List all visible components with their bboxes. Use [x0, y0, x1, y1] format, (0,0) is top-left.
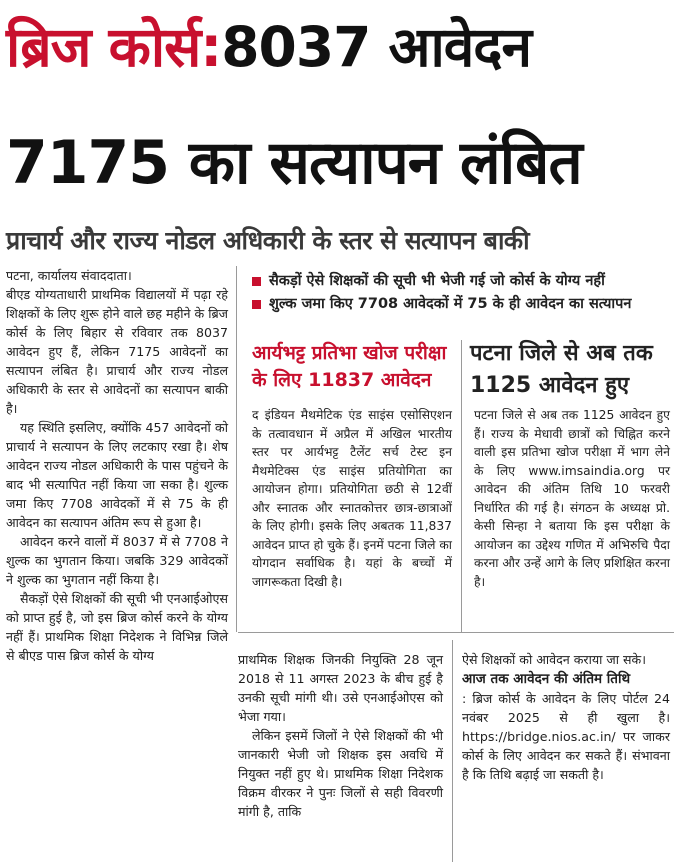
article-paragraph: प्राथमिक शिक्षक जिनकी नियुक्ति 28 जून 2018 से 11 अगस्त 2023 के बीच हुई है उनकी सूची मांगी थी। उसे एनआईओएस को भेजा गया। [238, 652, 443, 724]
box2-title: पटना जिले से अब तक 1125 आवेदन हुए [470, 341, 653, 398]
headline-line-2: 7175 का सत्यापन लंबित [6, 128, 582, 198]
article-paragraph: : ब्रिज कोर्स के आवेदन के लिए पोर्टल 24 नवंबर 2025 से ही खुला है। https://bridge.nios.ac.in/ पर जाकर कोर्स के लिए आवेदन कर सकते हैं। संभावना है कि तिथि बढ़ाई जा सकती है। [462, 691, 670, 782]
article-paragraph: आवेदन करने वालों में 8037 में से 7708 ने शुल्क का भुगतान किया। जबकि 329 आवेदकों ने शुल्क का भुगतान नहीं किया है। [6, 534, 228, 587]
section-divider [238, 632, 674, 633]
bullet-square-icon [252, 300, 261, 309]
article-column-1 [6, 266, 228, 665]
column-divider [236, 266, 237, 632]
box1-body: द इंडियन मैथमेटिक एंड साइंस एसोसिएशन के तत्वावधान में अप्रैल में अखिल भारतीय स्तर पर आर्यभट्ट टैलेंट सर्च टेस्ट इन मैथमेटिक्स एंड साइंस प्रतियोगिता का आयोजन होगा। प्रतियोगिता छठी से 12वीं और स्नातक और स्नातकोत्तर छात्र-छात्राओं के लिए होगी। इसके लिए अबतक 11,837 आवेदन प्राप्त हो चुके हैं। इनमें पटना जिले का योगदान सर्वाधिक है। यहां के बच्चों में जागरूकता दिखी है। [252, 408, 452, 589]
article-paragraph: यह स्थिति इसलिए, क्योंकि 457 आवेदनों को प्राचार्य ने सत्यापन के लिए लटकाए रखा है। शेष आवेदन राज्य नोडल अधिकारी के पास पहुंचने के बाद भी सत्यापित नहीं किया जा सका है। शुल्क जमा किए 7708 आवेदकों में से 75 के ही आवेदन का सत्यापन अंतिम रूप से हुआ है। [6, 420, 228, 530]
article-paragraph: लेकिन इसमें जिलों ने ऐसे शिक्षकों की भी जानकारी भेजी जो शिक्षक इस अवधि में नियुक्त नहीं हुए थे। प्राथमिक शिक्षा निदेशक विक्रम वीरकर ने पुनः जिलों से सही विवरणी मांगी है, ताकि [238, 728, 443, 819]
deadline-subhead: आज तक आवेदन की अंतिम तिथि [462, 671, 631, 687]
bullet-square-icon [252, 277, 261, 286]
column-divider [452, 640, 453, 862]
highlight-item: शुल्क जमा किए 7708 आवेदकों में 75 के ही आवेदन का सत्यापन [252, 293, 672, 316]
headline-line-1 [6, 15, 532, 79]
box-divider [461, 340, 462, 632]
article-paragraph: ऐसे शिक्षकों को आवेदन कराया जा सके। [462, 652, 646, 667]
box2-body: पटना जिले से अब तक 1125 आवेदन हुए हैं। राज्य के मेधावी छात्रों को चिह्नित करने वाली इस प्रतिभा खोज परीक्षा में भाग लेने के लिए www.imsaindia.org पर आवेदन की अंतिम तिथि 10 फरवरी निर्धारित की गई है। संगठन के अध्यक्ष प्रो. केसी सिन्हा ने बताया कि इस परीक्षा के आयोजन का उद्देश्य गणित में अभिरुचि पैदा करना और उन्हें आगे के लिए प्रशिक्षित करना है। [474, 408, 670, 589]
headline-black-part: 8037 आवेदन [221, 15, 532, 79]
box1-title: आर्यभट्ट प्रतिभा खोज परीक्षा के लिए 11837 आवेदन [252, 342, 447, 391]
subheadline: प्राचार्य और राज्य नोडल अधिकारी के स्तर से सत्यापन बाकी [6, 226, 530, 255]
headline-red-part: ब्रिज कोर्स: [6, 15, 222, 79]
article-column-4 [238, 650, 443, 821]
highlight-item: सैकड़ों ऐसे शिक्षकों की सूची भी भेजी गई जो कोर्स के योग्य नहीं [252, 270, 672, 293]
article-paragraph: सैकड़ों ऐसे शिक्षकों की सूची भी एनआईओएस को प्राप्त हुई है, जो इस ब्रिज कोर्स करने के योग्य नहीं हैं। प्राथमिक शिक्षा निदेशक ने विभिन्न जिले से बीएड पास ब्रिज कोर्स के योग्य [6, 591, 228, 663]
article-column-5 [462, 650, 670, 784]
article-paragraph: बीएड योग्यताधारी प्राथमिक विद्यालयों में पढ़ा रहे शिक्षकों के लिए शुरू होने वाले छह महीने के ब्रिज कोर्स के लिए बिहार से रविवार तक 8037 आवेदन हुए हैं, लेकिन 7175 आवेदनों का सत्यापन लंबित है। प्राचार्य और राज्य नोडल अधिकारी के स्तर से आवेदनों का सत्यापन बाकी है। [6, 287, 228, 416]
dateline: पटना, कार्यालय संवाददाता। [6, 268, 132, 283]
highlight-bullets [252, 270, 672, 316]
